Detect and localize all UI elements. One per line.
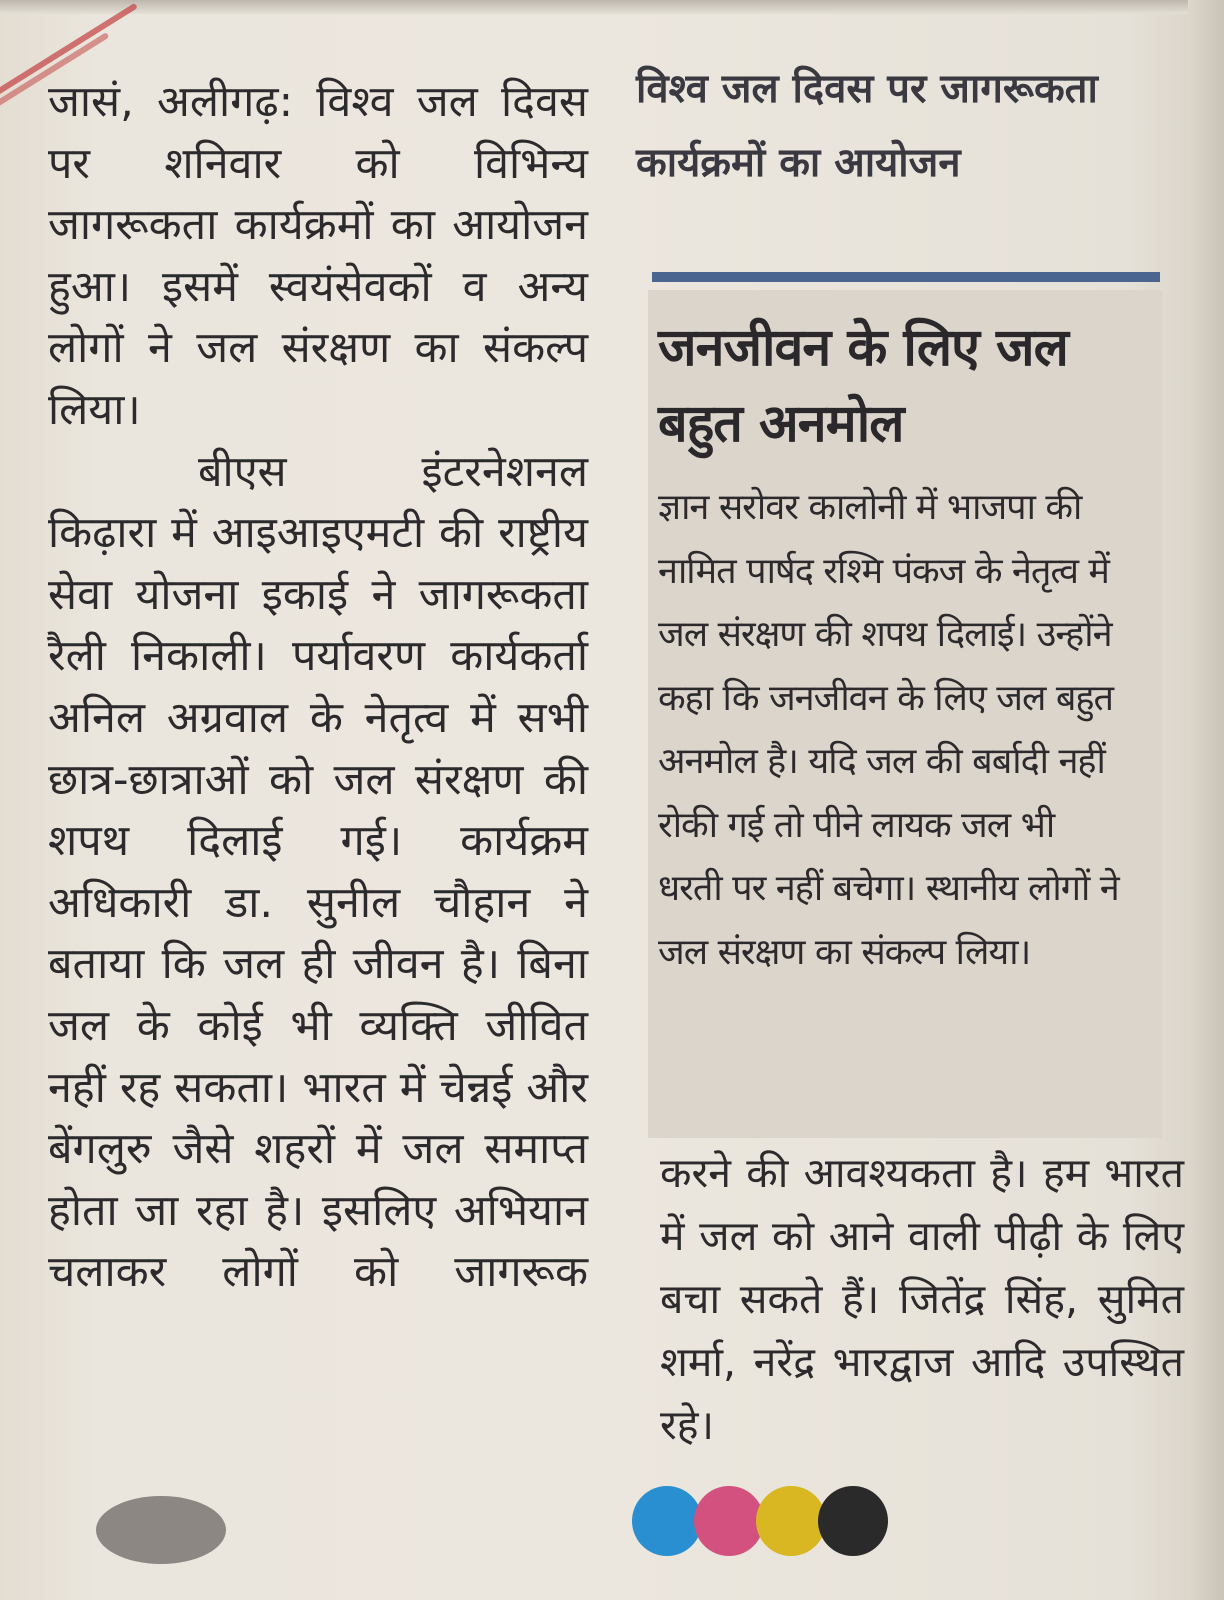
black-dot xyxy=(818,1486,888,1556)
left-article-column xyxy=(48,72,588,1304)
blue-divider-rule xyxy=(652,272,1160,282)
article-continuation xyxy=(660,1142,1184,1457)
page-right-edge xyxy=(1188,0,1224,1600)
yellow-dot xyxy=(756,1486,826,1556)
cyan-dot xyxy=(632,1486,702,1556)
right-article-column xyxy=(636,52,1176,200)
sidebar-box xyxy=(648,290,1162,1138)
sidebar-box-body: ज्ञान सरोवर कालोनी में भाजपा की नामित पार्षद रश्मि पंकज के नेतृत्व में जल संरक्षण की शपथ दिलाई। उन्होंने कहा कि जनजीवन के लिए जल बहुत अनमोल है। यदि जल की बर्बादी नहीं रोकी गई तो पीने लायक जल भी धरती पर नहीं बचेगा। स्थानीय लोगों ने जल संरक्षण का संकल्प लिया। xyxy=(658,487,1119,973)
magenta-dot xyxy=(694,1486,764,1556)
article-paragraph-2: बीएस इंटरनेशनल किढ़ारा में आइआइएमटी की राष्ट्रीय सेवा योजना इकाई ने जागरूकता रैली निकाली। पर्यावरण कार्यकर्ता अनिल अग्रवाल के नेतृत्व में सभी छात्र-छात्राओं को जल संरक्षण की शपथ दिलाई गई। कार्यक्रम अधिकारी डा. सुनील चौहान ने बताया कि जल ही जीवन है। बिना जल के कोई भी व्यक्ति जीवित नहीं रह सकता। भारत में चेन्नई और बेंगलुरु जैसे शहरों में जल समाप्त होता जा रहा है। इसलिए अभियान चलाकर लोगों को जागरूक xyxy=(48,446,588,1298)
registration-marks-icon xyxy=(632,1486,912,1556)
page-top-edge xyxy=(0,0,1224,14)
article-headline: विश्व जल दिवस पर जागरूकता कार्यक्रमों का आयोजन xyxy=(636,66,1098,186)
ink-smudge-icon xyxy=(96,1496,226,1564)
article-paragraph-1: जासं, अलीगढ़: विश्व जल दिवस पर शनिवार को विभिन्य जागरूकता कार्यक्रमों का आयोजन हुआ। इसमें स्वयंसेवकों व अन्य लोगों ने जल संरक्षण का संकल्प लिया। xyxy=(48,77,588,435)
article-continuation-text: करने की आवश्यकता है। हम भारत में जल को आने वाली पीढ़ी के लिए बचा सकते हैं। जितेंद्र सिंह, सुमित शर्मा, नरेंद्र भारद्वाज आदि उपस्थित रहे। xyxy=(660,1149,1184,1449)
sidebar-box-title: जनजीवन के लिए जल बहुत अनमोल xyxy=(658,318,1068,454)
